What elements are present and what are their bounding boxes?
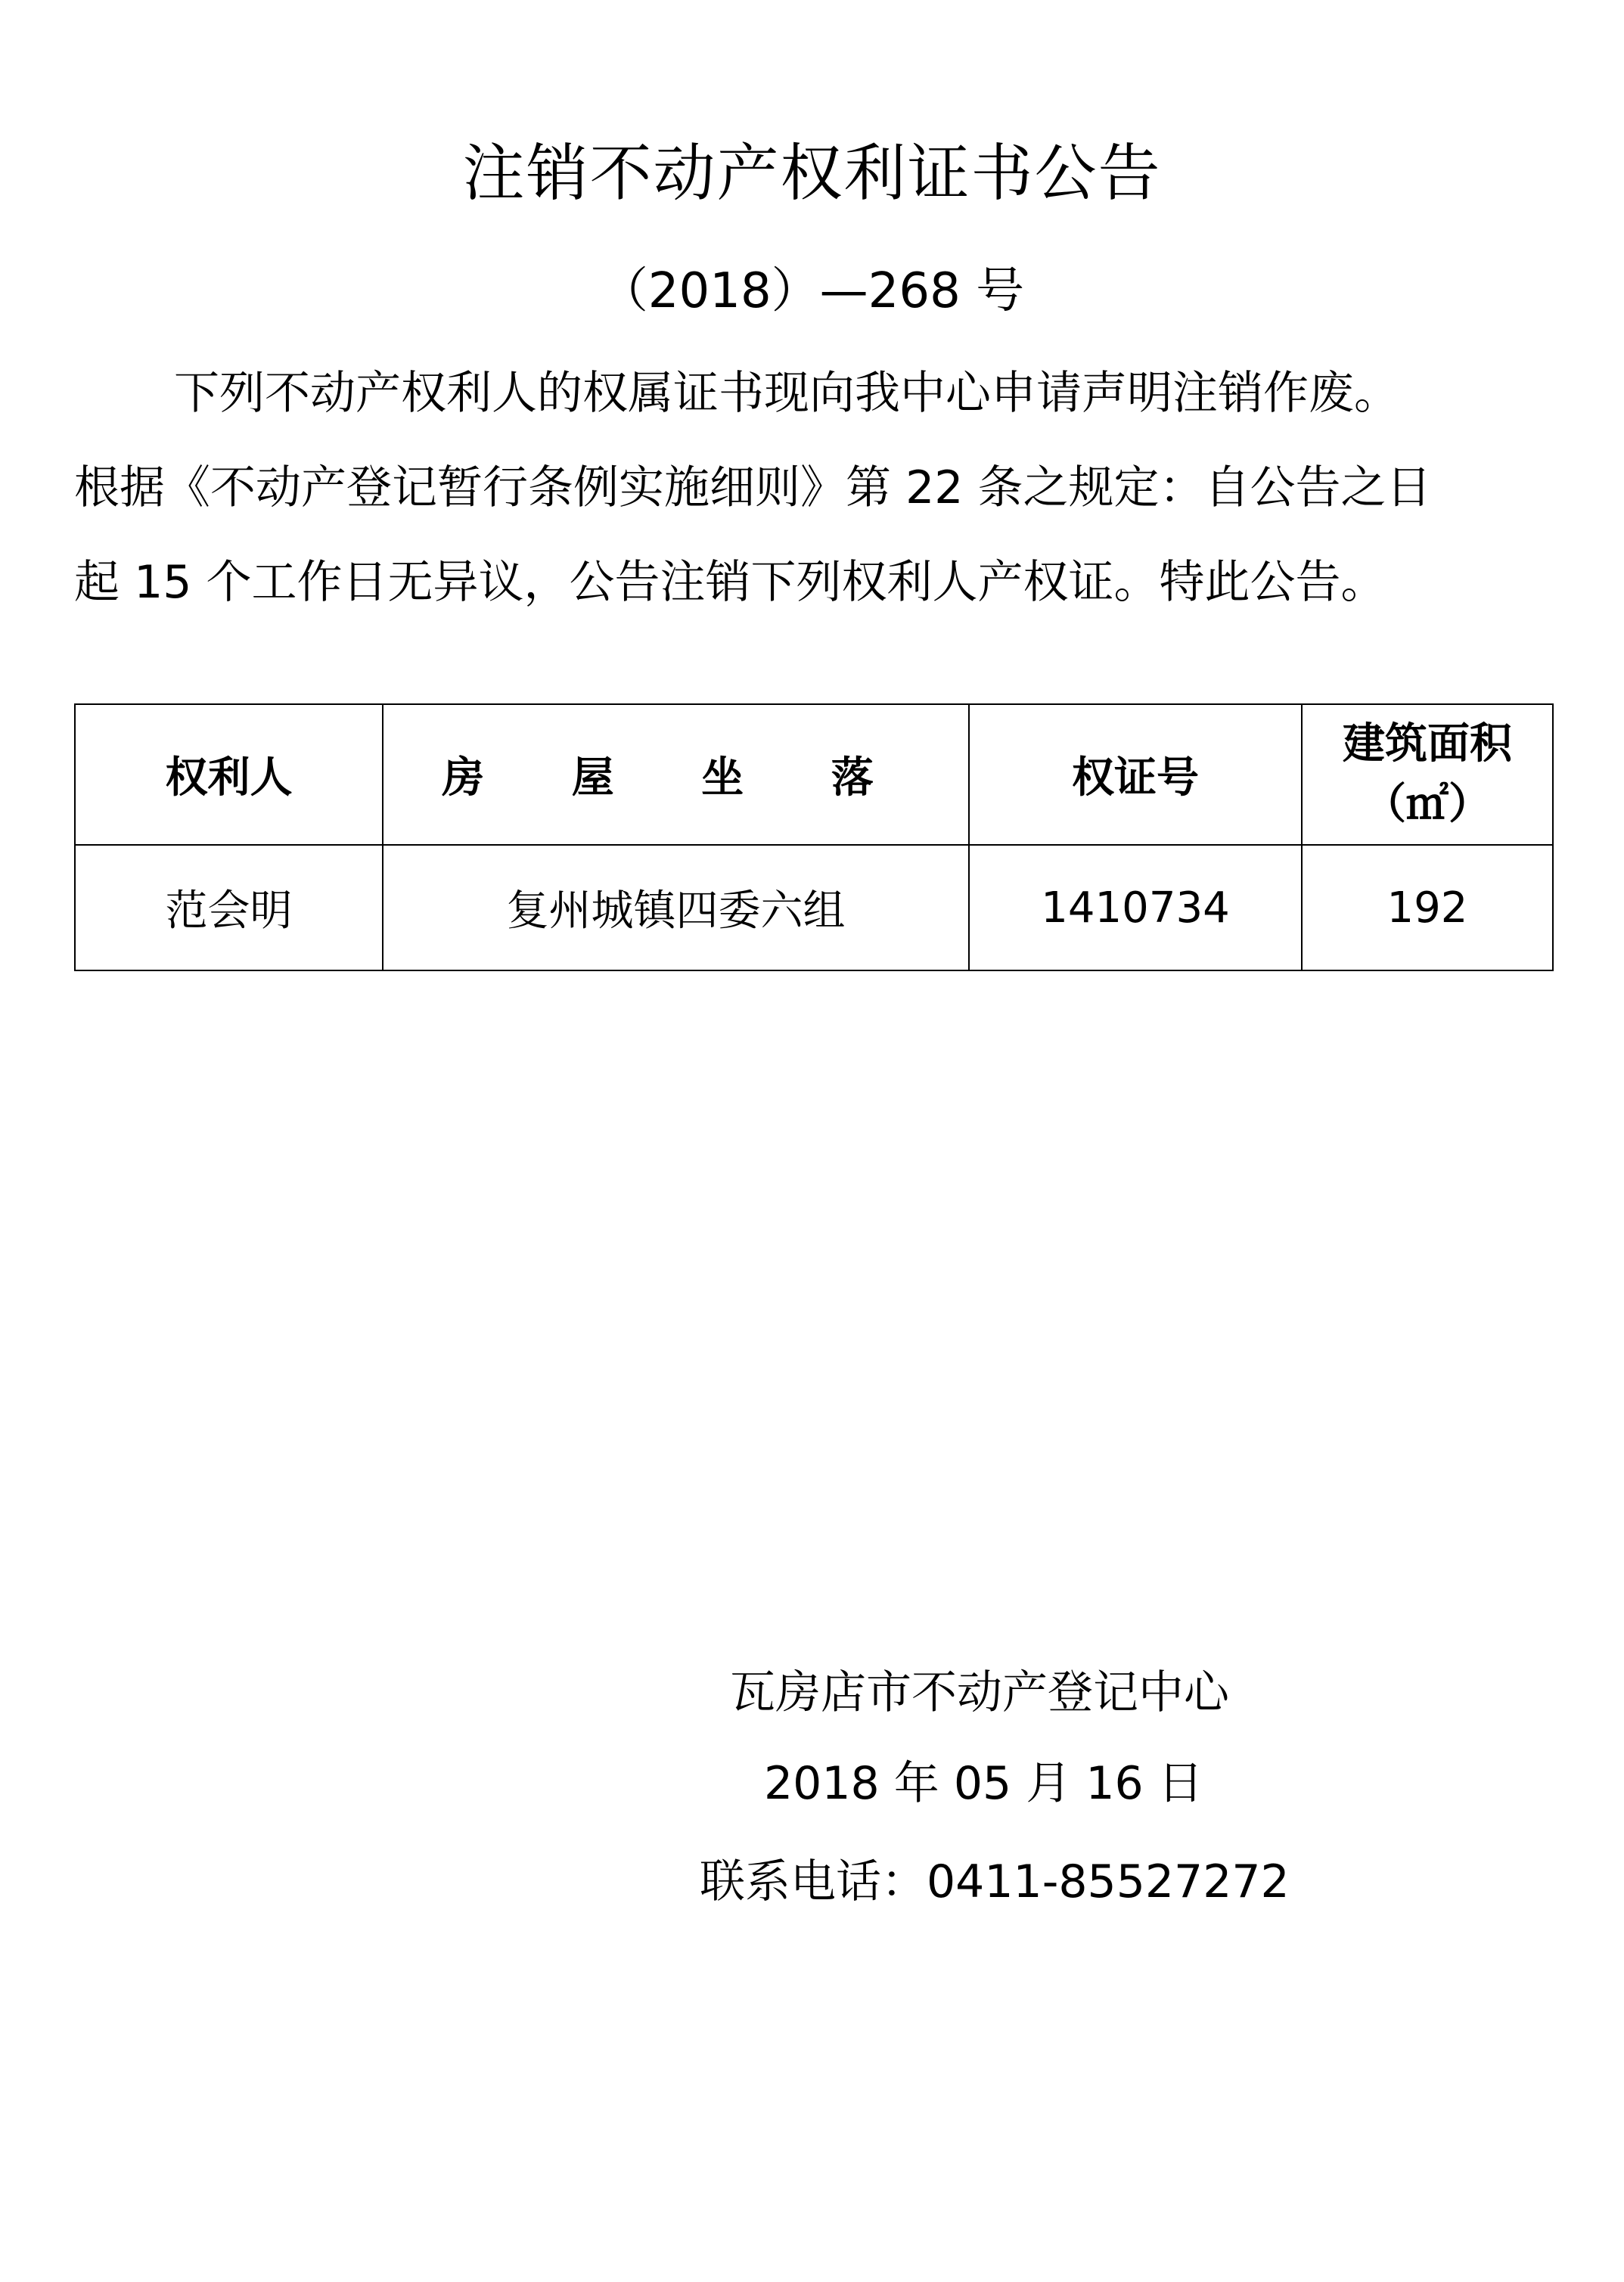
document-number: （2018）—268 号 [599,263,1025,319]
cell-cert-no: 1410734 [969,845,1302,970]
body-line-2: 根据《不动产登记暂行条例实施细则》第 22 条之规定：自公告之日 [74,461,1432,514]
cell-location: 复州城镇四委六组 [383,845,969,970]
body-line-1: 下列不动产权利人的权属证书现向我中心申请声明注销作废。 [174,367,1399,420]
cell-area: 192 [1302,845,1553,970]
issuer: 瓦房店市不动产登记中心 [730,1666,1229,1719]
table-header-row [75,704,1553,845]
issue-date: 2018 年 05 月 16 日 [764,1757,1203,1810]
header-area-unit: （㎡） [1364,780,1491,829]
header-area-label: 建筑面积 [1343,719,1512,768]
page-title: 注销不动产权利证书公告 [462,138,1162,210]
header-area [1302,704,1553,845]
header-cert-no: 权证号 [969,704,1302,845]
body-line-3: 起 15 个工作日无异议，公告注销下列权利人产权证。特此公告。 [74,556,1386,609]
table-row [75,845,1553,970]
contact-phone: 联系电话：0411-85527272 [700,1855,1290,1908]
cell-holder: 范会明 [75,845,383,970]
header-holder: 权利人 [75,704,383,845]
header-location: 房 屋 坐 落 [383,704,969,845]
records-table [74,703,1554,971]
